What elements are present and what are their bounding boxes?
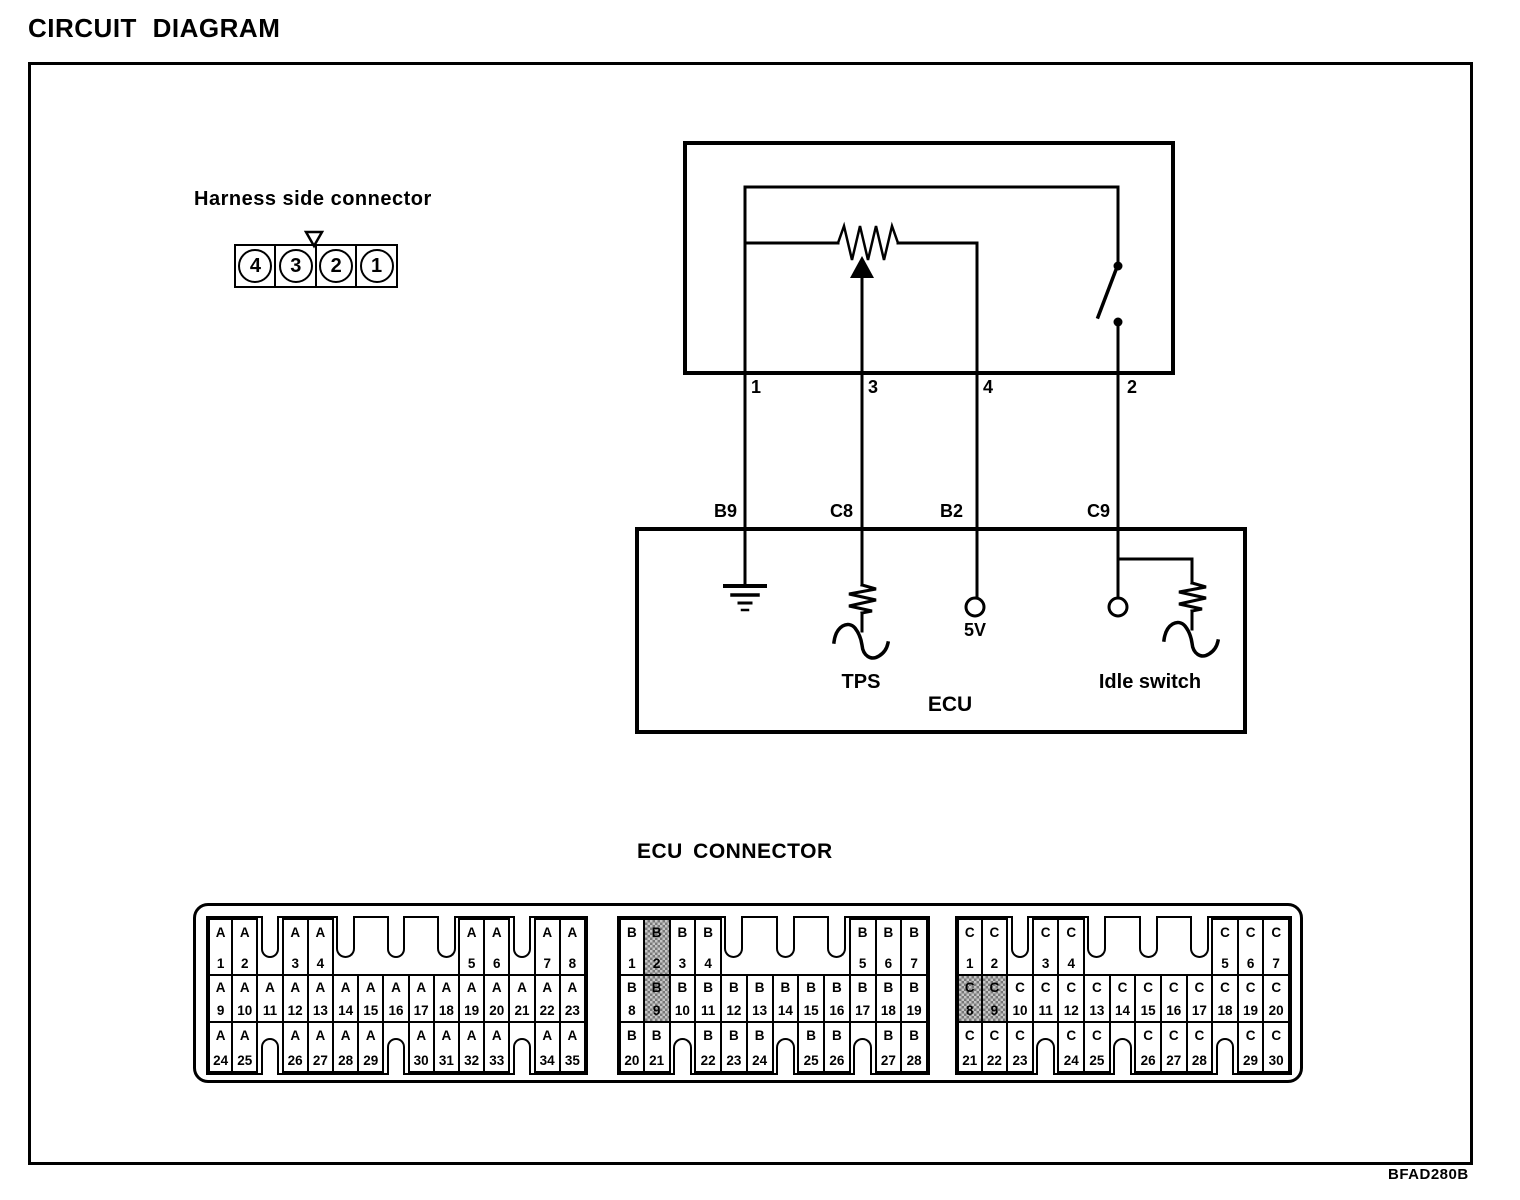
pin-cell-A7: A 7	[534, 918, 561, 976]
pin-cell-B10: B 10	[669, 974, 697, 1023]
pin-row-B2	[619, 974, 928, 1023]
key-slot	[849, 1021, 877, 1073]
pin-cell-A27: A 27	[307, 1021, 334, 1073]
pin-cell-A25: A 25	[231, 1021, 258, 1073]
pin-cell-A6: A 6	[483, 918, 510, 976]
pin-cell-A15: A 15	[357, 974, 384, 1023]
pin-cell-B25: B 25	[797, 1021, 825, 1073]
sensor-pin-label-2: 2	[1127, 377, 1138, 397]
pin-cell-A33: A 33	[483, 1021, 510, 1073]
pin-cell-A18: A 18	[433, 974, 460, 1023]
pin-cell-B28: B 28	[900, 1021, 928, 1073]
blank-cell	[408, 918, 435, 976]
pin-cell-C6: C 6	[1237, 918, 1265, 976]
key-slot	[382, 1021, 409, 1073]
switch-lever	[1098, 267, 1117, 317]
ecu-pin-label-B9: B9	[713, 501, 737, 521]
pin-cell-C30: C 30	[1262, 1021, 1290, 1073]
pin-cell-A30: A 30	[408, 1021, 435, 1073]
pin-cell-A21: A 21	[508, 974, 535, 1023]
pin-cell-C19: C 19	[1237, 974, 1265, 1023]
ecu-connector	[193, 903, 1303, 1083]
pin-row-A2	[208, 974, 586, 1023]
pin-cell-C11: C 11	[1032, 974, 1060, 1023]
pin-cell-B1: B 1	[619, 918, 645, 976]
pin-cell-C5: C 5	[1211, 918, 1239, 976]
sensor-pin-label-1: 1	[751, 377, 762, 397]
pin-cell-A23: A 23	[559, 974, 586, 1023]
pin-cell-C16: C 16	[1160, 974, 1188, 1023]
pin-cell-A24: A 24	[208, 1021, 233, 1073]
pin-cell-A34: A 34	[534, 1021, 561, 1073]
pin-cell-A28: A 28	[332, 1021, 359, 1073]
tps-input-symbol	[834, 585, 888, 658]
idle-input-symbol	[1164, 583, 1218, 656]
harness-pin-circle: 4	[238, 249, 272, 283]
pin-cell-B13: B 13	[746, 974, 774, 1023]
pin-cell-B15: B 15	[797, 974, 825, 1023]
ecu-connector-title: ECU CONNECTOR	[637, 840, 833, 863]
ecu-label: ECU	[927, 693, 973, 716]
pin-cell-A14: A 14	[332, 974, 359, 1023]
pin-cell-C14: C 14	[1109, 974, 1137, 1023]
key-slot	[1006, 918, 1034, 976]
pin-row-B1	[619, 918, 928, 976]
potentiometer-resistor	[838, 226, 898, 260]
pin-row-A3	[208, 1021, 586, 1073]
pin-cell-B20: B 20	[619, 1021, 645, 1073]
pin-cell-C26: C 26	[1134, 1021, 1162, 1073]
key-slot	[1109, 1021, 1137, 1073]
sensor-pin-label-3: 3	[868, 377, 879, 397]
pin-cell-C9: C 9	[981, 974, 1009, 1023]
pin-cell-B3: B 3	[669, 918, 697, 976]
key-slot	[772, 1021, 800, 1073]
pin-cell-B11: B 11	[694, 974, 722, 1023]
pin-cell-B23: B 23	[720, 1021, 748, 1073]
key-slot	[823, 918, 851, 976]
pin-cell-B27: B 27	[875, 1021, 903, 1073]
pin-cell-C25: C 25	[1083, 1021, 1111, 1073]
key-slot	[772, 918, 800, 976]
key-slot	[669, 1021, 697, 1073]
pin-cell-C29: C 29	[1237, 1021, 1265, 1073]
pin-cell-C20: C 20	[1262, 974, 1290, 1023]
pin-cell-A32: A 32	[458, 1021, 485, 1073]
ecu-pin-label-C8: C8	[829, 501, 853, 521]
pin-cell-B21: B 21	[643, 1021, 671, 1073]
pin-cell-A31: A 31	[433, 1021, 460, 1073]
key-slot	[1032, 1021, 1060, 1073]
pin-cell-C24: C 24	[1057, 1021, 1085, 1073]
pin-cell-C4: C 4	[1057, 918, 1085, 976]
key-slot	[433, 918, 460, 976]
figure-code: BFAD280B	[1388, 1166, 1469, 1183]
wiper-arrow-icon	[850, 256, 874, 278]
key-slot	[720, 918, 748, 976]
pin-cell-C18: C 18	[1211, 974, 1239, 1023]
pin-row-C1	[957, 918, 1290, 976]
harness-pin-circle: 1	[360, 249, 394, 283]
blank-cell	[357, 918, 384, 976]
pin-group-B	[617, 916, 930, 1075]
pin-cell-C28: C 28	[1186, 1021, 1214, 1073]
pin-cell-A17: A 17	[408, 974, 435, 1023]
key-slot	[1083, 918, 1111, 976]
pin-row-A1	[208, 918, 586, 976]
pin-cell-C8: C 8	[957, 974, 983, 1023]
pin-cell-B19: B 19	[900, 974, 928, 1023]
pin-row-B3	[619, 1021, 928, 1073]
idle-switch-label: Idle switch	[1098, 671, 1202, 693]
pin-group-C	[955, 916, 1292, 1075]
harness-pin-circle: 2	[319, 249, 353, 283]
pin-cell-B24: B 24	[746, 1021, 774, 1073]
pin-cell-C15: C 15	[1134, 974, 1162, 1023]
tps-label: TPS	[841, 671, 881, 693]
key-slot	[1211, 1021, 1239, 1073]
pin-cell-C10: C 10	[1006, 974, 1034, 1023]
supply-terminal-icon	[966, 598, 984, 616]
key-slot	[508, 1021, 535, 1073]
sensor-pin-label-4: 4	[983, 377, 994, 397]
pin-cell-A1: A 1	[208, 918, 233, 976]
page-title: CIRCUIT DIAGRAM	[28, 13, 281, 43]
idle-terminal-icon	[1109, 598, 1127, 616]
pin-cell-A11: A 11	[256, 974, 283, 1023]
pin-cell-A9: A 9	[208, 974, 233, 1023]
pin-cell-A29: A 29	[357, 1021, 384, 1073]
pin-cell-C17: C 17	[1186, 974, 1214, 1023]
pin-cell-B5: B 5	[849, 918, 877, 976]
harness-connector-label: Harness side connector	[194, 188, 432, 210]
pin-cell-B14: B 14	[772, 974, 800, 1023]
blank-cell	[1109, 918, 1137, 976]
pin-cell-A3: A 3	[282, 918, 309, 976]
pin-cell-B8: B 8	[619, 974, 645, 1023]
pin-cell-C2: C 2	[981, 918, 1009, 976]
pin-cell-B17: B 17	[849, 974, 877, 1023]
harness-pin-circle: 3	[279, 249, 313, 283]
pin-cell-B16: B 16	[823, 974, 851, 1023]
pin-cell-C7: C 7	[1262, 918, 1290, 976]
pin-cell-B6: B 6	[875, 918, 903, 976]
pin-cell-A16: A 16	[382, 974, 409, 1023]
ground-symbol-icon	[725, 586, 765, 610]
pin-cell-B12: B 12	[720, 974, 748, 1023]
pin-cell-C22: C 22	[981, 1021, 1009, 1073]
pin-cell-A8: A 8	[559, 918, 586, 976]
key-slot	[332, 918, 359, 976]
idle-branch-wire	[1118, 559, 1192, 583]
pin-cell-A5: A 5	[458, 918, 485, 976]
ecu-pin-label-B2: B2	[939, 501, 963, 521]
pin-cell-B2: B 2	[643, 918, 671, 976]
pin-cell-B26: B 26	[823, 1021, 851, 1073]
pin-group-A	[206, 916, 588, 1075]
pin-cell-C12: C 12	[1057, 974, 1085, 1023]
pin-cell-B7: B 7	[900, 918, 928, 976]
pin-cell-A2: A 2	[231, 918, 258, 976]
pin-cell-C27: C 27	[1160, 1021, 1188, 1073]
pin-cell-A13: A 13	[307, 974, 334, 1023]
key-slot	[1186, 918, 1214, 976]
pin-cell-A4: A 4	[307, 918, 334, 976]
pin-cell-A12: A 12	[282, 974, 309, 1023]
pin-cell-B9: B 9	[643, 974, 671, 1023]
supply-voltage-label: 5V	[963, 620, 987, 640]
ecu-pin-label-C9: C9	[1086, 501, 1110, 521]
pin-cell-A10: A 10	[231, 974, 258, 1023]
pin-cell-C21: C 21	[957, 1021, 983, 1073]
pin-row-C2	[957, 974, 1290, 1023]
key-slot	[508, 918, 535, 976]
harness-orientation-marker-icon	[306, 232, 322, 246]
pin-cell-B4: B 4	[694, 918, 722, 976]
pin-cell-A26: A 26	[282, 1021, 309, 1073]
blank-cell	[797, 918, 825, 976]
pin-cell-A20: A 20	[483, 974, 510, 1023]
pin-cell-A35: A 35	[559, 1021, 586, 1073]
key-slot	[382, 918, 409, 976]
pin-cell-C3: C 3	[1032, 918, 1060, 976]
pin-cell-B22: B 22	[694, 1021, 722, 1073]
key-slot	[256, 918, 283, 976]
pin-cell-C1: C 1	[957, 918, 983, 976]
key-slot	[256, 1021, 283, 1073]
key-slot	[1134, 918, 1162, 976]
blank-cell	[1160, 918, 1188, 976]
pin-cell-B18: B 18	[875, 974, 903, 1023]
pin-row-C3	[957, 1021, 1290, 1073]
sensor-box	[685, 143, 1173, 373]
blank-cell	[746, 918, 774, 976]
pin-cell-C13: C 13	[1083, 974, 1111, 1023]
pin-cell-C23: C 23	[1006, 1021, 1034, 1073]
pin-cell-A19: A 19	[458, 974, 485, 1023]
pin-cell-A22: A 22	[534, 974, 561, 1023]
